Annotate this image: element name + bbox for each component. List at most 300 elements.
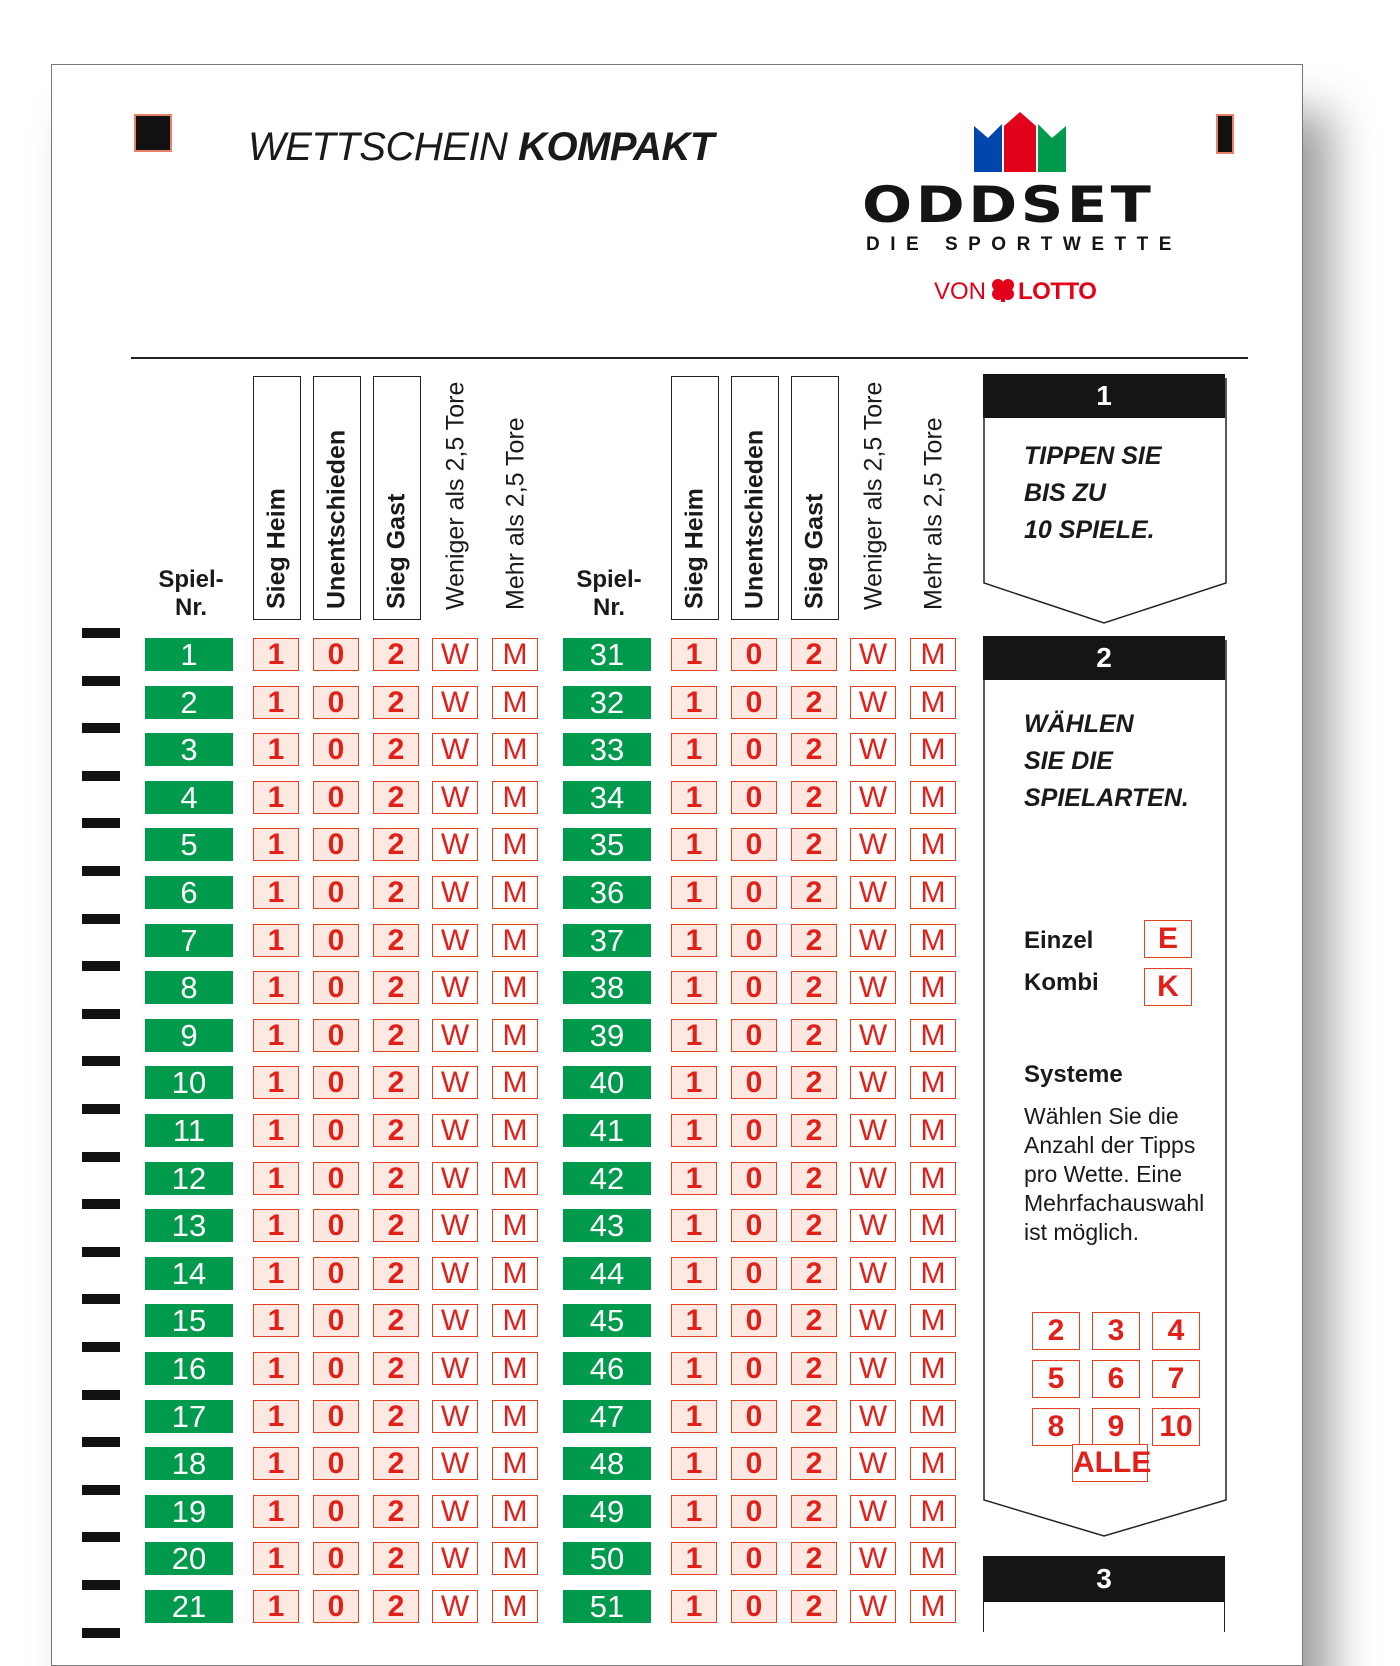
bet-option-1[interactable]: 1 (253, 733, 299, 766)
bet-option-2[interactable]: 2 (791, 1352, 837, 1385)
bet-option-0[interactable]: 0 (731, 1495, 777, 1528)
bet-option-w[interactable]: W (850, 1019, 896, 1052)
bet-option-m[interactable]: M (910, 1257, 956, 1290)
bet-option-1[interactable]: 1 (253, 686, 299, 719)
game-number: 4 (145, 781, 233, 814)
bet-option-1[interactable]: 1 (253, 971, 299, 1004)
column-header-sieg-gast (373, 376, 421, 620)
bet-option-1[interactable]: 1 (671, 638, 717, 671)
bet-option-1[interactable]: 1 (671, 1066, 717, 1099)
bet-option-2[interactable]: 2 (791, 971, 837, 1004)
bet-option-m[interactable]: M (492, 1066, 538, 1099)
bet-option-2[interactable]: 2 (373, 1114, 419, 1147)
bet-option-w[interactable]: W (432, 1209, 478, 1242)
bet-option-m[interactable]: M (910, 1019, 956, 1052)
step-1-header: 1 (983, 374, 1225, 418)
bet-option-2[interactable]: 2 (791, 828, 837, 861)
bet-option-w[interactable]: W (432, 638, 478, 671)
game-number: 7 (145, 924, 233, 957)
bet-option-0[interactable]: 0 (731, 1162, 777, 1195)
bet-option-0[interactable]: 0 (313, 1019, 359, 1052)
bet-option-2[interactable]: 2 (791, 733, 837, 766)
bet-option-m[interactable]: M (910, 686, 956, 719)
bet-option-0[interactable]: 0 (731, 876, 777, 909)
timing-mark (82, 628, 120, 638)
bet-option-1[interactable]: 1 (671, 733, 717, 766)
bet-option-w[interactable]: W (850, 1209, 896, 1242)
bet-option-2[interactable]: 2 (791, 638, 837, 671)
bet-option-w[interactable]: W (432, 828, 478, 861)
system-option-4[interactable]: 4 (1152, 1312, 1200, 1350)
bet-option-0[interactable]: 0 (313, 1447, 359, 1480)
game-number: 47 (563, 1400, 651, 1433)
bet-option-w[interactable]: W (850, 1495, 896, 1528)
bet-option-m[interactable]: M (492, 1209, 538, 1242)
bet-option-w[interactable]: W (432, 1019, 478, 1052)
game-number: 44 (563, 1257, 651, 1290)
bet-option-1[interactable]: 1 (253, 1495, 299, 1528)
game-number: 16 (145, 1352, 233, 1385)
bet-option-0[interactable]: 0 (313, 1495, 359, 1528)
header-line: Nr. (592, 594, 625, 621)
bet-option-w[interactable]: W (850, 828, 896, 861)
column-header-weniger (432, 376, 480, 620)
bet-option-w[interactable]: W (850, 1114, 896, 1147)
bet-option-1[interactable]: 1 (671, 1352, 717, 1385)
bet-option-w[interactable]: W (850, 1542, 896, 1575)
systeme-description (1024, 1102, 1224, 1247)
column-header-label: Mehr als 2,5 Tore (501, 417, 530, 610)
system-option-5[interactable]: 5 (1032, 1360, 1080, 1398)
bet-option-1[interactable]: 1 (253, 1352, 299, 1385)
bet-option-w[interactable]: W (432, 924, 478, 957)
bet-option-m[interactable]: M (492, 1304, 538, 1337)
bet-option-m[interactable]: M (910, 1209, 956, 1242)
game-number: 12 (145, 1162, 233, 1195)
bet-option-0[interactable]: 0 (731, 828, 777, 861)
step-2-header: 2 (983, 636, 1225, 680)
bet-option-2[interactable]: 2 (791, 1114, 837, 1147)
bet-option-0[interactable]: 0 (313, 1066, 359, 1099)
column-header-label: Sieg Gast (382, 493, 411, 609)
bet-option-2[interactable]: 2 (373, 971, 419, 1004)
timing-mark (82, 1199, 120, 1209)
column-header-label: Sieg Heim (680, 488, 709, 609)
oddset-wordmark: ODDSET (862, 176, 1155, 234)
bet-option-2[interactable]: 2 (791, 1162, 837, 1195)
timing-mark (82, 1628, 120, 1638)
bet-option-m[interactable]: M (492, 1019, 538, 1052)
timing-mark (82, 1104, 120, 1114)
bet-option-1[interactable]: 1 (671, 1495, 717, 1528)
bet-option-w[interactable]: W (850, 1590, 896, 1623)
game-number: 1 (145, 638, 233, 671)
bet-option-w[interactable]: W (432, 1447, 478, 1480)
bet-option-0[interactable]: 0 (313, 924, 359, 957)
bet-option-2[interactable]: 2 (791, 1542, 837, 1575)
bet-option-1[interactable]: 1 (671, 1209, 717, 1242)
bet-option-1[interactable]: 1 (253, 1066, 299, 1099)
bet-option-w[interactable]: W (850, 1352, 896, 1385)
bet-option-w[interactable]: W (432, 1066, 478, 1099)
header-line: Spiel- (158, 566, 224, 593)
bet-option-2[interactable]: 2 (791, 1400, 837, 1433)
bet-option-m[interactable]: M (910, 1590, 956, 1623)
bet-option-2[interactable]: 2 (373, 876, 419, 909)
bet-option-w[interactable]: W (432, 1542, 478, 1575)
bet-option-1[interactable]: 1 (671, 686, 717, 719)
bet-option-w[interactable]: W (850, 924, 896, 957)
bet-option-1[interactable]: 1 (253, 781, 299, 814)
column-header-mehr (910, 376, 958, 620)
oddset-crown-logo (974, 112, 1066, 172)
bet-option-2[interactable]: 2 (791, 876, 837, 909)
bet-option-2[interactable]: 2 (373, 1542, 419, 1575)
bet-option-w[interactable]: W (432, 1114, 478, 1147)
bet-option-1[interactable]: 1 (671, 828, 717, 861)
bet-option-0[interactable]: 0 (731, 1209, 777, 1242)
bet-option-m[interactable]: M (910, 1162, 956, 1195)
timing-mark (82, 676, 120, 686)
bet-option-2[interactable]: 2 (791, 1447, 837, 1480)
bet-option-0[interactable]: 0 (313, 1400, 359, 1433)
header-divider (131, 357, 1248, 359)
bet-option-0[interactable]: 0 (313, 1352, 359, 1385)
bet-option-w[interactable]: W (850, 1066, 896, 1099)
timing-mark (82, 1247, 120, 1257)
bet-option-0[interactable]: 0 (313, 781, 359, 814)
bet-option-2[interactable]: 2 (791, 1590, 837, 1623)
game-number: 21 (145, 1590, 233, 1623)
bet-option-2[interactable]: 2 (373, 1495, 419, 1528)
bet-option-m[interactable]: M (492, 876, 538, 909)
bet-option-1[interactable]: 1 (671, 971, 717, 1004)
step-2-line: WÄHLEN (1024, 710, 1134, 738)
bet-option-2[interactable]: 2 (373, 1066, 419, 1099)
bet-option-m[interactable]: M (910, 1542, 956, 1575)
bet-option-m[interactable]: M (492, 1542, 538, 1575)
bet-option-0[interactable]: 0 (313, 686, 359, 719)
bet-option-m[interactable]: M (910, 781, 956, 814)
bet-option-0[interactable]: 0 (313, 1162, 359, 1195)
system-option-6[interactable]: 6 (1092, 1360, 1140, 1398)
bet-option-1[interactable]: 1 (671, 876, 717, 909)
system-option-7[interactable]: 7 (1152, 1360, 1200, 1398)
bet-option-m[interactable]: M (492, 1590, 538, 1623)
step-1-line: TIPPEN SIE (1024, 442, 1162, 470)
game-number: 46 (563, 1352, 651, 1385)
title-bold: KOMPAKT (518, 125, 714, 169)
game-number: 37 (563, 924, 651, 957)
bet-option-1[interactable]: 1 (253, 1114, 299, 1147)
game-number: 34 (563, 781, 651, 814)
bet-option-w[interactable]: W (432, 1495, 478, 1528)
bet-option-m[interactable]: M (492, 1400, 538, 1433)
column-header-sieg-gast (791, 376, 839, 620)
system-option-alle[interactable]: ALLE (1072, 1444, 1148, 1482)
bet-option-1[interactable]: 1 (671, 1304, 717, 1337)
bet-option-1[interactable]: 1 (253, 1304, 299, 1337)
bet-option-2[interactable]: 2 (791, 1209, 837, 1242)
bet-option-2[interactable]: 2 (373, 924, 419, 957)
game-number: 38 (563, 971, 651, 1004)
bet-option-2[interactable]: 2 (373, 686, 419, 719)
system-option-10[interactable]: 10 (1152, 1408, 1200, 1446)
bet-option-0[interactable]: 0 (731, 1304, 777, 1337)
bet-option-1[interactable]: 1 (671, 924, 717, 957)
bet-option-2[interactable]: 2 (791, 924, 837, 957)
bet-option-1[interactable]: 1 (671, 1447, 717, 1480)
bet-option-w[interactable]: W (850, 1162, 896, 1195)
bet-option-1[interactable]: 1 (253, 1542, 299, 1575)
bet-option-1[interactable]: 1 (671, 1542, 717, 1575)
bet-option-2[interactable]: 2 (373, 1400, 419, 1433)
bet-option-w[interactable]: W (432, 1400, 478, 1433)
game-number: 18 (145, 1447, 233, 1480)
timing-mark (82, 1532, 120, 1542)
bet-option-1[interactable]: 1 (671, 1257, 717, 1290)
kombi-checkbox[interactable]: K (1144, 968, 1192, 1006)
bet-option-0[interactable]: 0 (731, 1114, 777, 1147)
bet-option-w[interactable]: W (850, 971, 896, 1004)
game-number: 35 (563, 828, 651, 861)
bet-option-m[interactable]: M (492, 686, 538, 719)
bet-option-m[interactable]: M (492, 924, 538, 957)
bet-option-0[interactable]: 0 (313, 638, 359, 671)
bet-option-m[interactable]: M (910, 1114, 956, 1147)
timing-mark (82, 1437, 120, 1447)
bet-option-2[interactable]: 2 (791, 1066, 837, 1099)
system-option-3[interactable]: 3 (1092, 1312, 1140, 1350)
bet-option-m[interactable]: M (910, 1447, 956, 1480)
bet-option-0[interactable]: 0 (313, 828, 359, 861)
bet-option-w[interactable]: W (850, 1304, 896, 1337)
column-header-unentschieden (731, 376, 779, 620)
bet-option-w[interactable]: W (850, 733, 896, 766)
game-number: 10 (145, 1066, 233, 1099)
bet-option-m[interactable]: M (492, 733, 538, 766)
bet-option-w[interactable]: W (432, 971, 478, 1004)
bet-option-2[interactable]: 2 (373, 1209, 419, 1242)
bet-option-m[interactable]: M (910, 876, 956, 909)
bet-option-w[interactable]: W (432, 1304, 478, 1337)
bet-option-0[interactable]: 0 (313, 1209, 359, 1242)
bet-option-0[interactable]: 0 (731, 1447, 777, 1480)
bet-option-0[interactable]: 0 (313, 876, 359, 909)
bet-option-2[interactable]: 2 (373, 1304, 419, 1337)
column-header-mehr (492, 376, 540, 620)
systeme-line: ist möglich. (1024, 1219, 1140, 1245)
bet-option-0[interactable]: 0 (313, 733, 359, 766)
bet-option-1[interactable]: 1 (253, 1257, 299, 1290)
bet-option-m[interactable]: M (910, 924, 956, 957)
bet-option-m[interactable]: M (492, 1352, 538, 1385)
bet-option-0[interactable]: 0 (313, 1304, 359, 1337)
bet-option-0[interactable]: 0 (731, 1019, 777, 1052)
bet-option-1[interactable]: 1 (253, 1590, 299, 1623)
bet-option-w[interactable]: W (850, 876, 896, 909)
bet-option-0[interactable]: 0 (731, 1590, 777, 1623)
timing-mark (82, 961, 120, 971)
timing-mark (82, 1009, 120, 1019)
game-number: 2 (145, 686, 233, 719)
bet-option-0[interactable]: 0 (313, 1542, 359, 1575)
timing-mark (82, 1580, 120, 1590)
game-number: 3 (145, 733, 233, 766)
game-number: 48 (563, 1447, 651, 1480)
bet-option-0[interactable]: 0 (731, 686, 777, 719)
column-header-label: Weniger als 2,5 Tore (859, 381, 888, 610)
step-2-instructions (1024, 706, 1189, 817)
bet-option-2[interactable]: 2 (791, 1257, 837, 1290)
bet-option-0[interactable]: 0 (731, 1400, 777, 1433)
bet-option-w[interactable]: W (432, 781, 478, 814)
bet-option-0[interactable]: 0 (731, 638, 777, 671)
bet-option-0[interactable]: 0 (731, 971, 777, 1004)
bet-option-w[interactable]: W (850, 1400, 896, 1433)
bet-option-1[interactable]: 1 (253, 924, 299, 957)
bet-option-m[interactable]: M (492, 1495, 538, 1528)
lotto-brand (934, 278, 1096, 309)
bet-option-0[interactable]: 0 (731, 733, 777, 766)
bet-option-w[interactable]: W (432, 1590, 478, 1623)
column-header-label: Sieg Gast (800, 493, 829, 609)
bet-option-2[interactable]: 2 (791, 1304, 837, 1337)
header-line: Nr. (174, 594, 207, 621)
bet-option-w[interactable]: W (850, 1257, 896, 1290)
logo-subtitle: DIE SPORTWETTE (866, 234, 1182, 255)
bet-option-1[interactable]: 1 (253, 1209, 299, 1242)
header-line: Spiel- (576, 566, 642, 593)
bet-option-1[interactable]: 1 (253, 876, 299, 909)
bet-option-2[interactable]: 2 (373, 1162, 419, 1195)
bet-option-m[interactable]: M (910, 1495, 956, 1528)
bet-option-1[interactable]: 1 (671, 1114, 717, 1147)
system-option-8[interactable]: 8 (1032, 1408, 1080, 1446)
bet-option-w[interactable]: W (432, 686, 478, 719)
systeme-label: Systeme (1024, 1061, 1123, 1088)
bet-option-m[interactable]: M (492, 971, 538, 1004)
bet-option-2[interactable]: 2 (791, 686, 837, 719)
bet-option-m[interactable]: M (492, 1257, 538, 1290)
bet-option-2[interactable]: 2 (373, 638, 419, 671)
game-number: 33 (563, 733, 651, 766)
bet-option-m[interactable]: M (910, 1304, 956, 1337)
bet-option-1[interactable]: 1 (253, 1447, 299, 1480)
bet-option-w[interactable]: W (432, 876, 478, 909)
clover-icon (990, 278, 1016, 309)
systeme-line: Mehrfachauswahl (1024, 1190, 1205, 1216)
bet-option-w[interactable]: W (432, 1257, 478, 1290)
bet-option-0[interactable]: 0 (731, 781, 777, 814)
bet-option-w[interactable]: W (432, 1352, 478, 1385)
bet-option-2[interactable]: 2 (791, 781, 837, 814)
bet-option-w[interactable]: W (850, 638, 896, 671)
bet-option-2[interactable]: 2 (373, 828, 419, 861)
bet-option-1[interactable]: 1 (671, 1590, 717, 1623)
game-number: 39 (563, 1019, 651, 1052)
bet-option-m[interactable]: M (910, 971, 956, 1004)
bet-option-w[interactable]: W (850, 781, 896, 814)
bet-option-1[interactable]: 1 (253, 638, 299, 671)
bet-option-m[interactable]: M (492, 828, 538, 861)
bet-option-2[interactable]: 2 (373, 1257, 419, 1290)
bet-option-m[interactable]: M (910, 638, 956, 671)
bet-option-m[interactable]: M (910, 1400, 956, 1433)
bet-option-w[interactable]: W (432, 1162, 478, 1195)
bet-option-m[interactable]: M (492, 1447, 538, 1480)
bet-option-m[interactable]: M (492, 1162, 538, 1195)
step-2-line: SIE DIE (1024, 747, 1113, 775)
bet-option-m[interactable]: M (492, 1114, 538, 1147)
einzel-checkbox[interactable]: E (1144, 920, 1192, 958)
bet-option-2[interactable]: 2 (791, 1495, 837, 1528)
bet-option-2[interactable]: 2 (373, 1019, 419, 1052)
bet-option-0[interactable]: 0 (313, 1257, 359, 1290)
bet-option-2[interactable]: 2 (373, 733, 419, 766)
bet-option-1[interactable]: 1 (671, 781, 717, 814)
game-number: 19 (145, 1495, 233, 1528)
bet-option-1[interactable]: 1 (671, 1400, 717, 1433)
game-number: 32 (563, 686, 651, 719)
bet-option-m[interactable]: M (492, 638, 538, 671)
bet-option-0[interactable]: 0 (731, 1352, 777, 1385)
bet-option-m[interactable]: M (910, 733, 956, 766)
bet-option-1[interactable]: 1 (253, 828, 299, 861)
timing-mark (82, 866, 120, 876)
bet-option-1[interactable]: 1 (671, 1019, 717, 1052)
von-label: VON (934, 278, 987, 305)
bet-option-m[interactable]: M (910, 1352, 956, 1385)
systeme-line: Anzahl der Tipps (1024, 1132, 1196, 1158)
game-number: 31 (563, 638, 651, 671)
bet-option-0[interactable]: 0 (731, 1542, 777, 1575)
bet-option-w[interactable]: W (850, 686, 896, 719)
bet-option-1[interactable]: 1 (253, 1019, 299, 1052)
timing-mark (82, 1485, 120, 1495)
bet-option-m[interactable]: M (910, 1066, 956, 1099)
bet-option-w[interactable]: W (432, 733, 478, 766)
bet-option-2[interactable]: 2 (791, 1019, 837, 1052)
bet-option-2[interactable]: 2 (373, 781, 419, 814)
game-number: 51 (563, 1590, 651, 1623)
bet-option-0[interactable]: 0 (313, 1590, 359, 1623)
systeme-line: pro Wette. Eine (1024, 1161, 1183, 1187)
step-1-line: 10 SPIELE. (1024, 516, 1155, 544)
game-number: 11 (145, 1114, 233, 1147)
bet-option-0[interactable]: 0 (731, 1257, 777, 1290)
bet-option-m[interactable]: M (910, 828, 956, 861)
bet-option-2[interactable]: 2 (373, 1590, 419, 1623)
system-option-9[interactable]: 9 (1092, 1408, 1140, 1446)
column-header-label: Weniger als 2,5 Tore (441, 381, 470, 610)
bet-option-w[interactable]: W (850, 1447, 896, 1480)
bet-option-2[interactable]: 2 (373, 1352, 419, 1385)
bet-option-0[interactable]: 0 (313, 971, 359, 1004)
registration-mark-left (134, 114, 172, 152)
bet-option-0[interactable]: 0 (313, 1114, 359, 1147)
game-number: 42 (563, 1162, 651, 1195)
bet-option-2[interactable]: 2 (373, 1447, 419, 1480)
bet-option-0[interactable]: 0 (731, 924, 777, 957)
bet-option-m[interactable]: M (492, 781, 538, 814)
system-option-2[interactable]: 2 (1032, 1312, 1080, 1350)
bet-option-0[interactable]: 0 (731, 1066, 777, 1099)
game-number: 20 (145, 1542, 233, 1575)
bet-option-1[interactable]: 1 (253, 1162, 299, 1195)
bet-option-1[interactable]: 1 (671, 1162, 717, 1195)
bet-option-1[interactable]: 1 (253, 1400, 299, 1433)
